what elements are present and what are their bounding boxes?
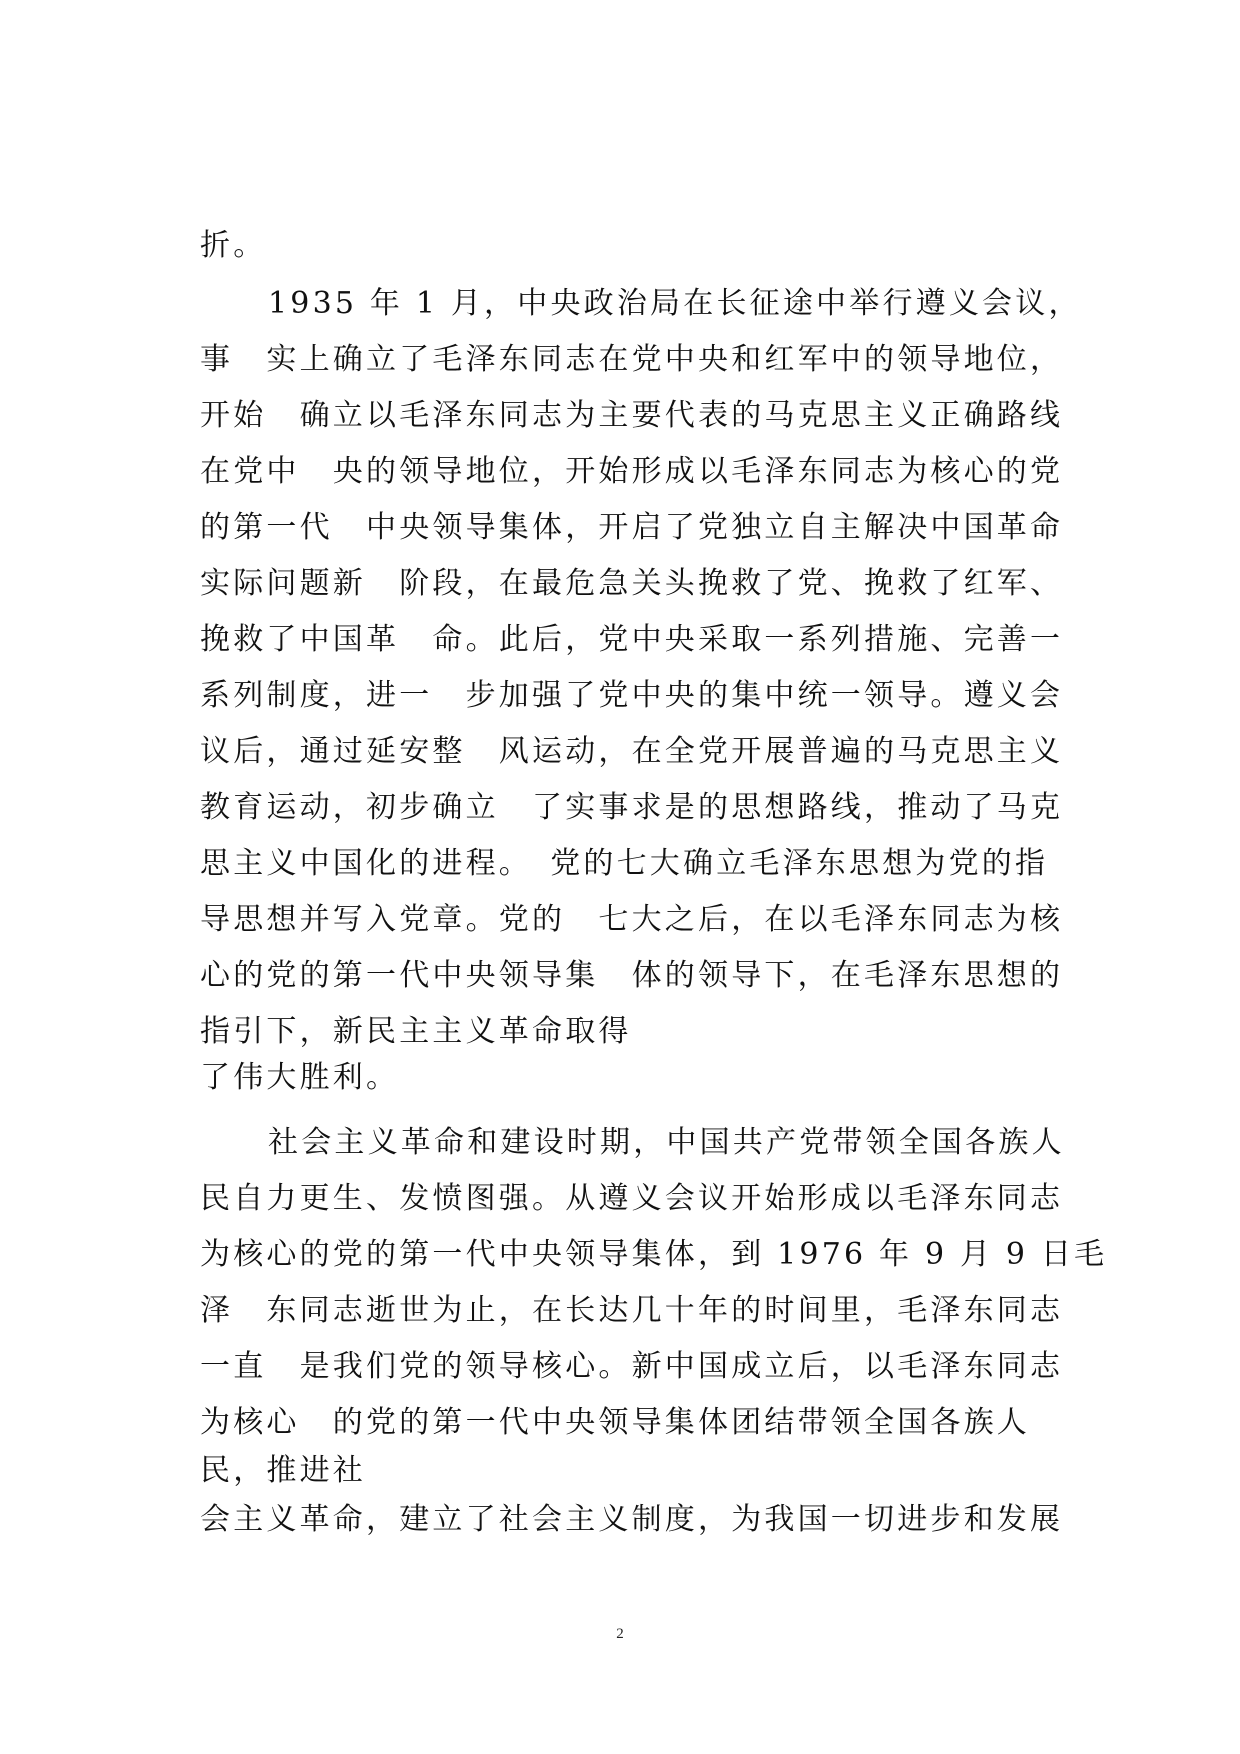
text-line: 议后，通过延安整 风运动，在全党开展普遍的马克思主义	[200, 734, 1064, 769]
text-line: 指引下，新民主主义革命取得	[200, 1014, 632, 1049]
text-line: 事 实上确立了毛泽东同志在党中央和红军中的领导地位，	[200, 342, 1064, 377]
text-line: 心的党的第一代中央领导集 体的领导下，在毛泽东思想的	[200, 958, 1064, 993]
text-line: 系列制度，进一 步加强了党中央的集中统一领导。遵义会	[200, 678, 1064, 713]
text-line: 实际问题新 阶段，在最危急关头挽救了党、挽救了红军、	[200, 566, 1064, 601]
text-line: 为核心 的党的第一代中央领导集体团结带领全国各族人	[200, 1405, 1030, 1440]
text-line: 挽救了中国革 命。此后，党中央采取一系列措施、完善一	[200, 622, 1064, 657]
text-line: 在党中 央的领导地位，开始形成以毛泽东同志为核心的党	[200, 454, 1064, 489]
text-line: 开始 确立以毛泽东同志为主要代表的马克思主义正确路线	[200, 398, 1064, 433]
text-line: 民自力更生、发愤图强。从遵义会议开始形成以毛泽东同志	[200, 1181, 1064, 1216]
text-line: 一直 是我们党的领导核心。新中国成立后，以毛泽东同志	[200, 1349, 1064, 1384]
page-number: 2	[616, 1626, 624, 1642]
text-line: 社会主义革命和建设时期，中国共产党带领全国各族人	[268, 1125, 1065, 1160]
text-line: 1935 年 1 月，中央政治局在长征途中举行遵义会议，	[268, 286, 1082, 321]
text-line: 为核心的党的第一代中央领导集体，到 1976 年 9 月 9 日毛	[200, 1237, 1108, 1272]
text-line: 了伟大胜利。	[200, 1060, 400, 1095]
text-line: 折。	[200, 228, 267, 263]
text-line: 教育运动，初步确立 了实事求是的思想路线，推动了马克	[200, 790, 1064, 825]
text-line: 导思想并写入党章。党的 七大之后，在以毛泽东同志为核	[200, 902, 1064, 937]
text-line: 会主义革命，建立了社会主义制度，为我国一切进步和发展	[200, 1502, 1064, 1537]
text-line: 民，推进社	[200, 1453, 366, 1488]
text-line: 泽 东同志逝世为止，在长达几十年的时间里，毛泽东同志	[200, 1293, 1064, 1328]
text-line: 思主义中国化的进程。 党的七大确立毛泽东思想为党的指	[200, 846, 1049, 881]
text-line: 的第一代 中央领导集体，开启了党独立自主解决中国革命	[200, 510, 1064, 545]
